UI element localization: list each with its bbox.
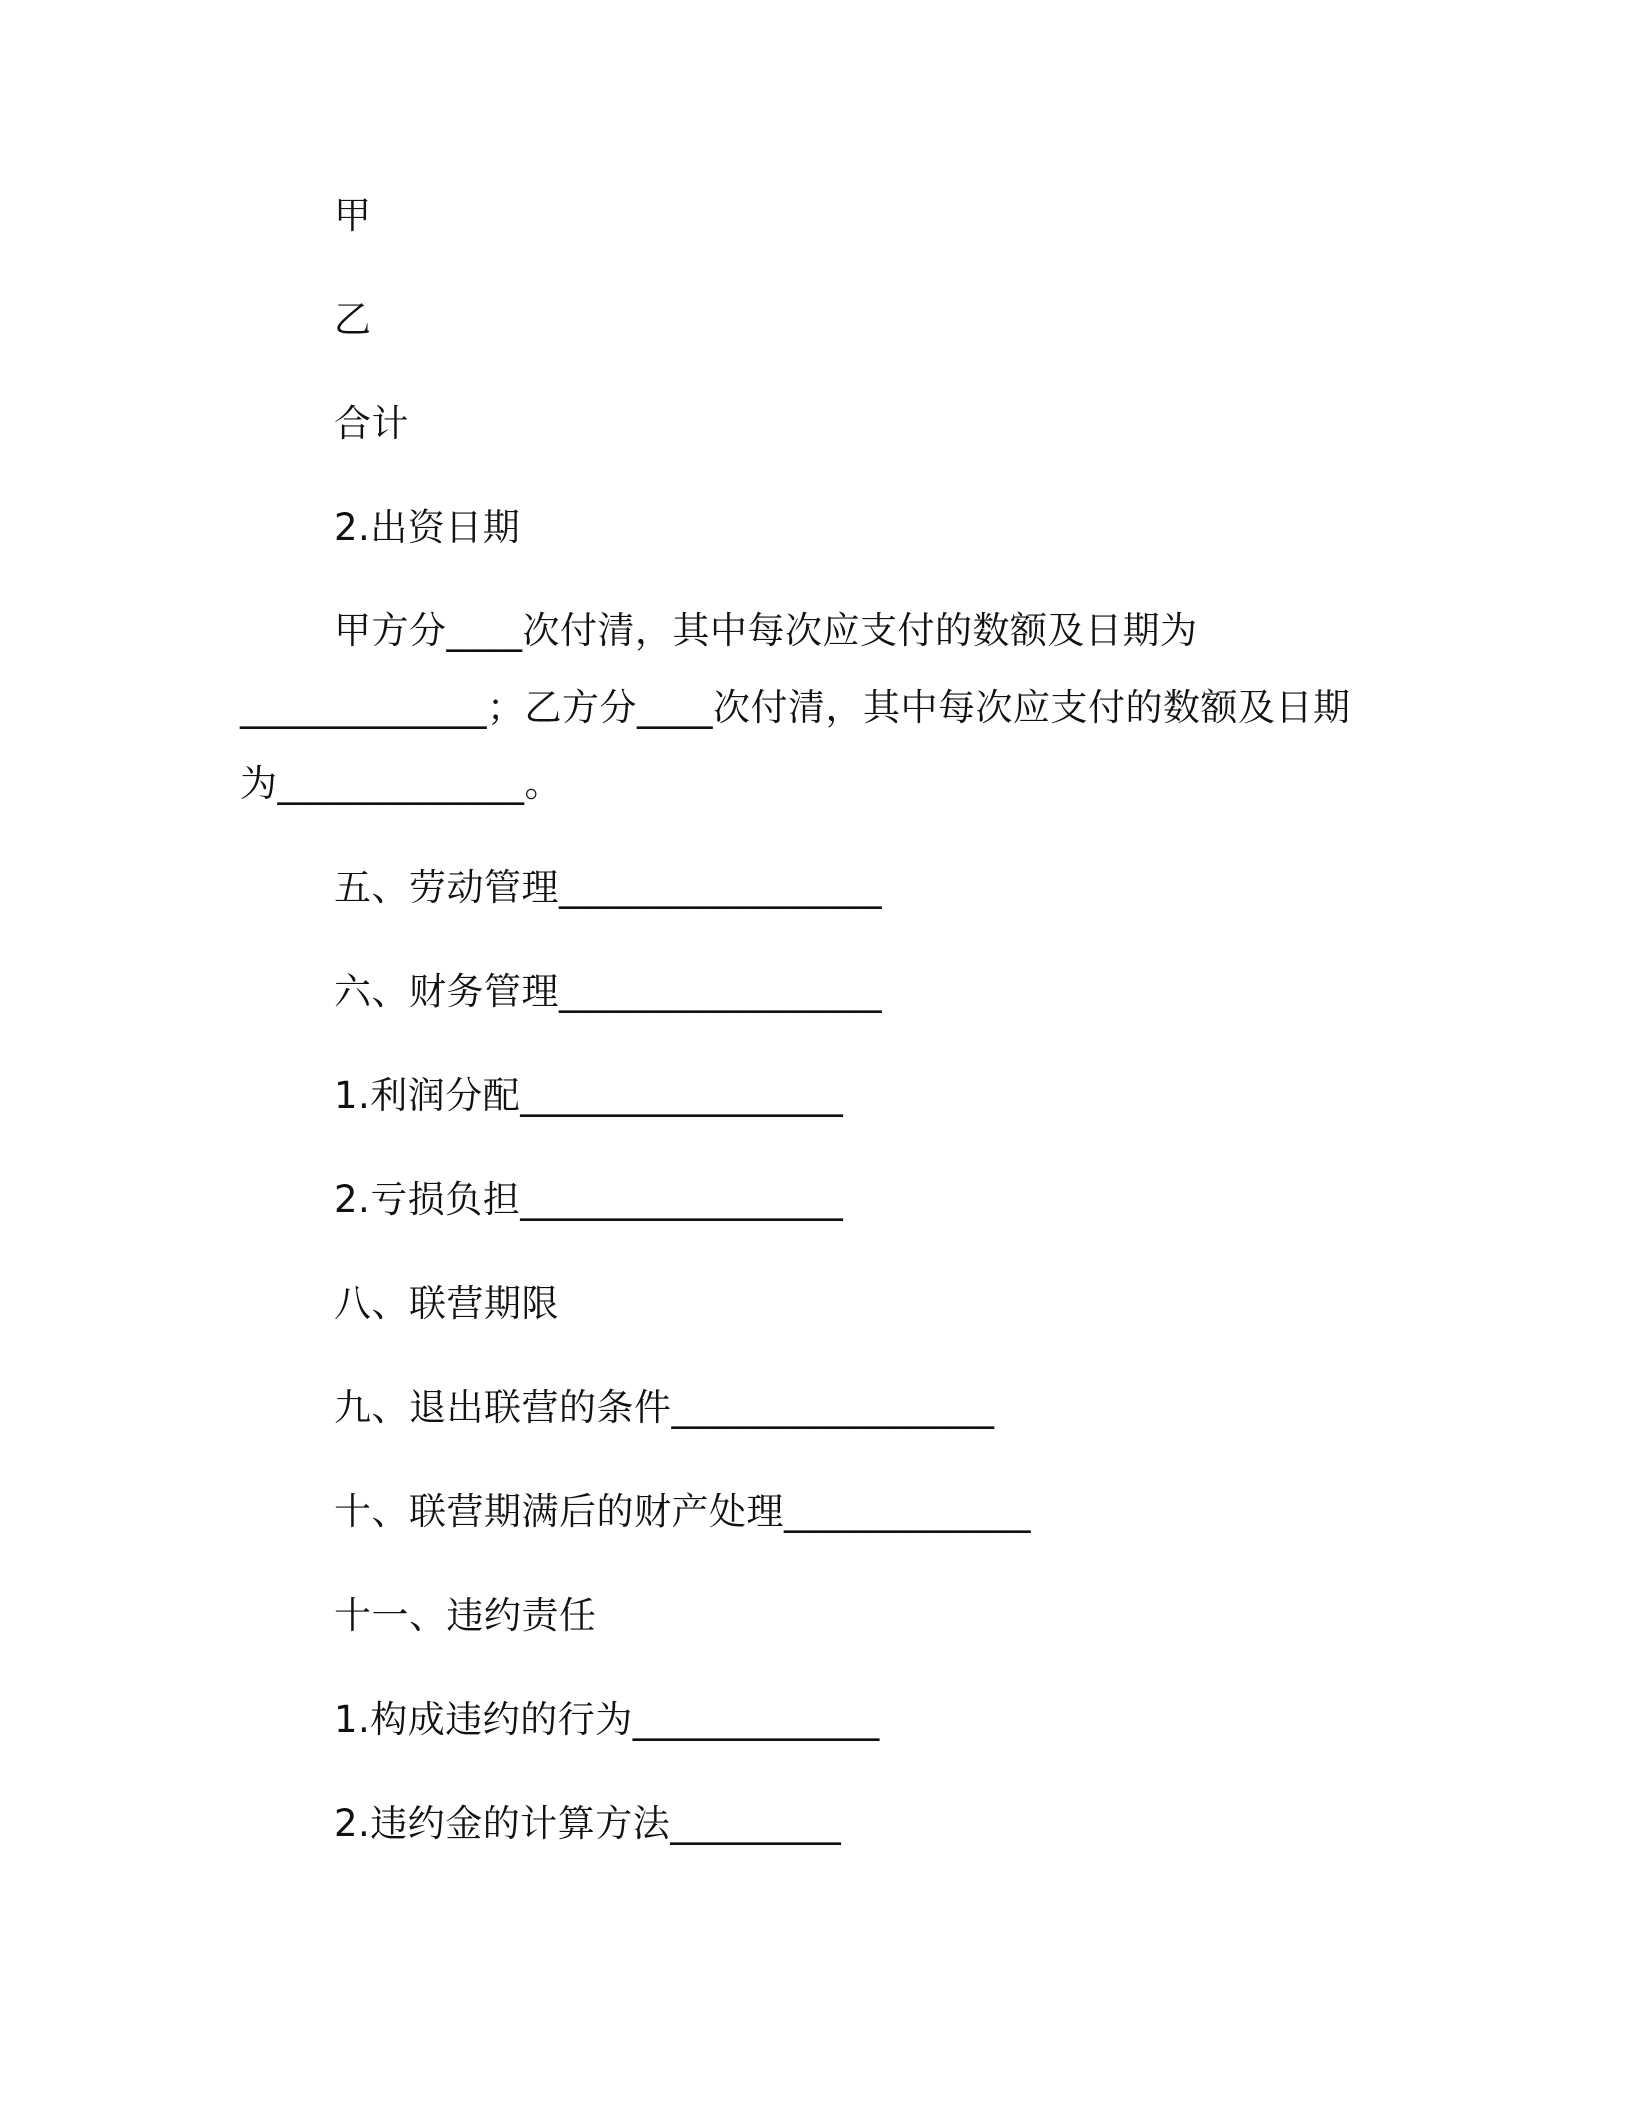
section-exit-conditions: 九、退出联营的条件_________________ <box>334 1386 995 1429</box>
paragraph-line: 为_____________。 <box>240 762 562 805</box>
party-a-label: 甲 <box>334 194 372 237</box>
item-profit-distribution: 1.利润分配_________________ <box>334 1074 844 1117</box>
total-label: 合计 <box>334 402 409 445</box>
section-breach-liability: 十一、违约责任 <box>334 1594 597 1637</box>
section-investment-date: 2.出资日期 <box>334 506 521 549</box>
party-b-label: 乙 <box>334 298 372 341</box>
item-loss-bearing: 2.亏损负担_________________ <box>334 1178 844 1221</box>
paragraph-line: 甲方分____次付清，其中每次应支付的数额及日期为 <box>334 609 1198 652</box>
section-financial-management: 六、财务管理_________________ <box>334 970 882 1013</box>
section-labor-management: 五、劳动管理_________________ <box>334 866 882 909</box>
paragraph-line: _____________；乙方分____次付清，其中每次应支付的数额及日期 <box>240 686 1351 729</box>
section-joint-venture-term: 八、联营期限 <box>334 1282 559 1325</box>
item-penalty-calculation: 2.违约金的计算方法_________ <box>334 1802 842 1845</box>
item-breach-acts: 1.构成违约的行为_____________ <box>334 1698 880 1741</box>
section-property-disposal: 十、联营期满后的财产处理_____________ <box>334 1490 1031 1533</box>
